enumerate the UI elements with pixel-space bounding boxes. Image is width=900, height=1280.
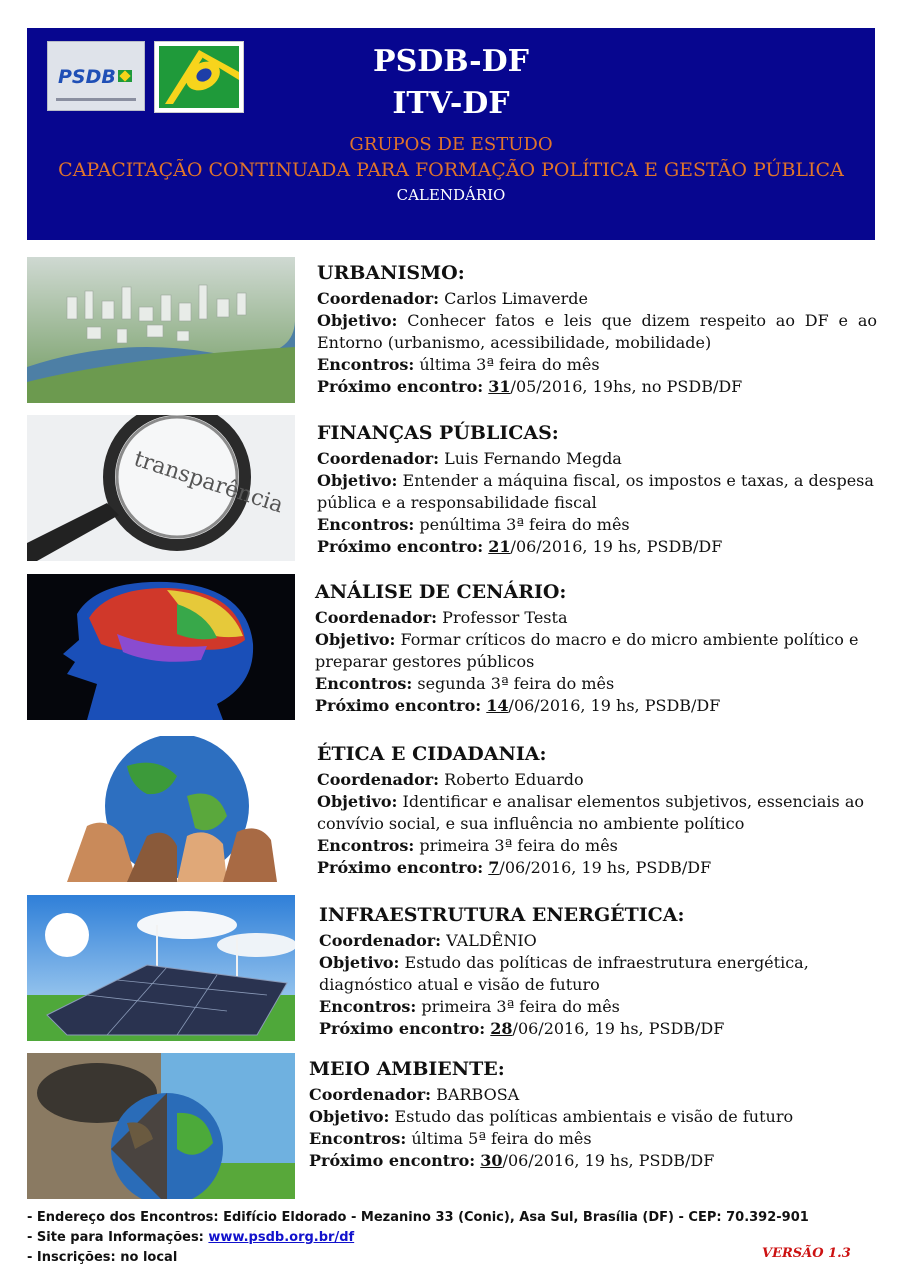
next-meeting-rest: /06/2016, 19 hs, PSDB/DF: [510, 537, 723, 556]
coordinator-label: Coordenador:: [315, 608, 438, 627]
subtitle-calendar: CALENDÁRIO: [396, 186, 506, 204]
footer-address: - Endereço dos Encontros: Edifício Eldorado - Mezanino 33 (Conic), Asa Sul, Brasília (DF) - CEP: 70.392-901: [27, 1210, 809, 1225]
brain-head-image: [27, 574, 295, 720]
group-title: INFRAESTRUTURA ENERGÉTICA:: [319, 904, 685, 926]
hands-globe-image: [27, 736, 295, 882]
group-info-meio-ambiente: [309, 1057, 877, 1172]
footer-registration: - Inscrições: no local: [27, 1250, 178, 1265]
next-meeting-label: Próximo encontro:: [315, 696, 482, 715]
meetings-text: primeira 3ª feira do mês: [421, 997, 620, 1016]
objective-text: Entender a máquina fiscal, os impostos e taxas, a despesa pública e a responsabilidade fiscal: [317, 471, 874, 512]
next-meeting-rest: /05/2016, 19hs, no PSDB/DF: [510, 377, 743, 396]
coordinator-name: Luis Fernando Megda: [444, 449, 622, 468]
coordinator-name: Roberto Eduardo: [444, 770, 584, 789]
next-meeting-label: Próximo encontro:: [317, 858, 484, 877]
group-title: MEIO AMBIENTE:: [309, 1058, 505, 1080]
coordinator-label: Coordenador:: [317, 289, 440, 308]
magnifier-transparency-image: [27, 415, 295, 561]
meetings-text: última 3ª feira do mês: [419, 355, 600, 374]
meetings-label: Encontros:: [317, 515, 415, 534]
group-etica: [27, 736, 877, 884]
next-meeting-rest: /06/2016, 19 hs, PSDB/DF: [502, 1151, 715, 1170]
group-info-infraestrutura: [319, 903, 877, 1040]
coordinator-name: Professor Testa: [442, 608, 568, 627]
next-meeting-label: Próximo encontro:: [309, 1151, 476, 1170]
objective-label: Objetivo:: [319, 953, 400, 972]
group-meio-ambiente: [27, 1053, 877, 1199]
next-meeting-day: 28: [490, 1019, 513, 1038]
group-info-analise: [315, 580, 877, 717]
next-meeting-rest: /06/2016, 19 hs, PSDB/DF: [499, 858, 712, 877]
next-meeting-label: Próximo encontro:: [319, 1019, 486, 1038]
objective-text: Conhecer fatos e leis que dizem respeito ao DF e ao Entorno (urbanismo, acessibilidade, mobilidade): [317, 311, 877, 352]
group-title: ÉTICA E CIDADANIA:: [317, 743, 547, 765]
group-info-urbanismo: [317, 261, 877, 398]
coordinator-label: Coordenador:: [317, 770, 440, 789]
footer-site-line: [27, 1228, 809, 1248]
group-title: ANÁLISE DE CENÁRIO:: [315, 581, 567, 603]
psdb-logo-text: PSDB: [58, 66, 116, 88]
meetings-label: Encontros:: [309, 1129, 407, 1148]
footer-info: [27, 1208, 809, 1268]
objective-text: Estudo das políticas ambientais e visão de futuro: [394, 1107, 794, 1126]
coordinator-name: BARBOSA: [436, 1085, 520, 1104]
objective-label: Objetivo:: [309, 1107, 390, 1126]
subtitle-study-groups: GRUPOS DE ESTUDO: [349, 134, 553, 155]
coordinator-label: Coordenador:: [317, 449, 440, 468]
header-banner: [27, 28, 875, 240]
urbanism-city-image: [27, 257, 295, 403]
subtitle-training: CAPACITAÇÃO CONTINUADA PARA FORMAÇÃO POLÍTICA E GESTÃO PÚBLICA: [58, 159, 844, 181]
meetings-label: Encontros:: [317, 355, 415, 374]
coordinator-label: Coordenador:: [309, 1085, 432, 1104]
next-meeting-day: 14: [486, 696, 509, 715]
group-infraestrutura: [27, 895, 877, 1043]
next-meeting-day: 21: [488, 537, 511, 556]
group-title: URBANISMO:: [317, 262, 465, 284]
objective-label: Objetivo:: [317, 792, 398, 811]
meetings-label: Encontros:: [315, 674, 413, 693]
next-meeting-rest: /06/2016, 19 hs, PSDB/DF: [508, 696, 721, 715]
coordinator-name: Carlos Limaverde: [444, 289, 588, 308]
group-info-etica: [317, 742, 877, 879]
next-meeting-day: 7: [488, 858, 500, 877]
next-meeting-rest: /06/2016, 19 hs, PSDB/DF: [512, 1019, 725, 1038]
environment-globe-image: [27, 1053, 295, 1199]
objective-label: Objetivo:: [317, 311, 398, 330]
next-meeting-day: 30: [480, 1151, 503, 1170]
next-meeting-day: 31: [488, 377, 511, 396]
objective-label: Objetivo:: [317, 471, 398, 490]
transparency-word: transparência: [130, 446, 287, 519]
objective-text: Identificar e analisar elementos subjetivos, essenciais ao convívio social, e sua influência no ambiente político: [317, 792, 864, 833]
group-financas: [27, 415, 877, 563]
objective-label: Objetivo:: [315, 630, 396, 649]
coordinator-name: VALDÊNIO: [446, 931, 537, 950]
group-info-financas: [317, 421, 877, 558]
meetings-text: primeira 3ª feira do mês: [419, 836, 618, 855]
meetings-text: última 5ª feira do mês: [411, 1129, 592, 1148]
group-urbanismo: [27, 257, 877, 405]
group-title: FINANÇAS PÚBLICAS:: [317, 422, 559, 444]
page-title-psdb: PSDB-DF: [373, 44, 529, 79]
meetings-label: Encontros:: [317, 836, 415, 855]
page-title-itv: ITV-DF: [392, 86, 510, 121]
footer-site-link[interactable]: www.psdb.org.br/df: [208, 1230, 355, 1245]
solar-wind-image: [27, 895, 295, 1041]
meetings-text: penúltima 3ª feira do mês: [419, 515, 630, 534]
next-meeting-label: Próximo encontro:: [317, 537, 484, 556]
objective-text: Estudo das políticas de infraestrutura energética, diagnóstico atual e visão de futuro: [319, 953, 809, 994]
meetings-label: Encontros:: [319, 997, 417, 1016]
footer-site-label: - Site para Informações:: [27, 1230, 209, 1245]
objective-text: Formar críticos do macro e do micro ambiente político e preparar gestores públicos: [315, 630, 859, 671]
coordinator-label: Coordenador:: [319, 931, 442, 950]
group-analise: [27, 574, 877, 722]
next-meeting-label: Próximo encontro:: [317, 377, 484, 396]
meetings-text: segunda 3ª feira do mês: [417, 674, 615, 693]
version-label: VERSÃO 1.3: [762, 1246, 851, 1261]
